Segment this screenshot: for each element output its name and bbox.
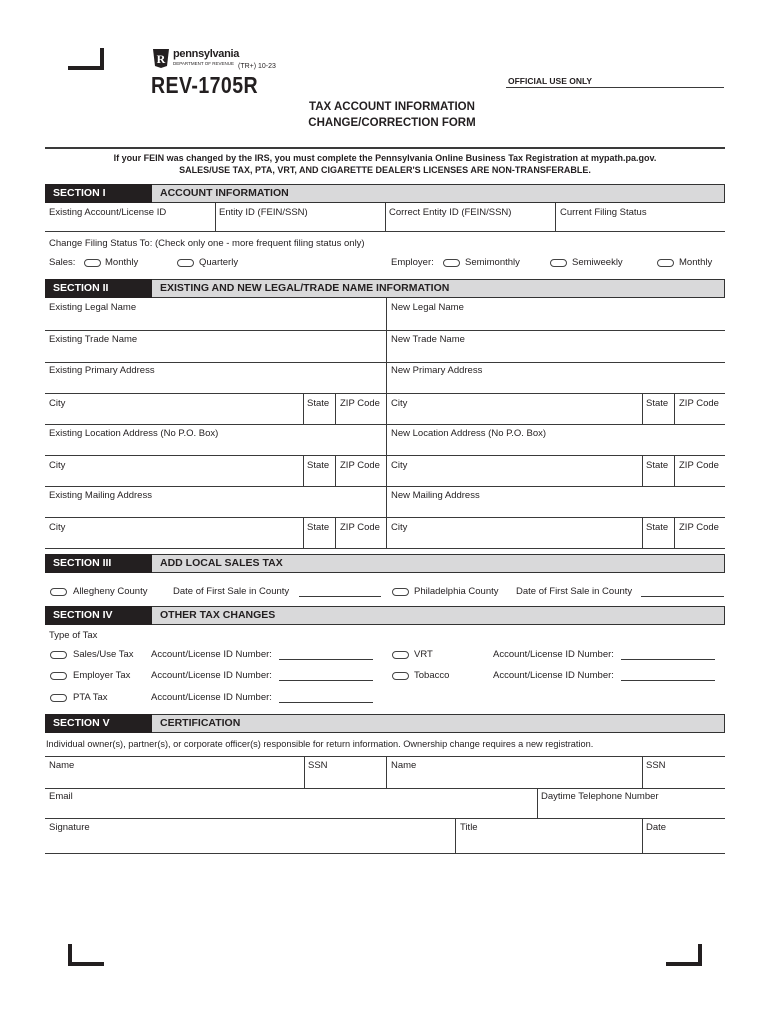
employer-tax-acct-label: Account/License ID Number: [151, 670, 272, 681]
s5-rule-2 [45, 788, 725, 789]
existing-primary-address-field[interactable]: Existing Primary Address [49, 365, 155, 376]
philadelphia-first-sale-input[interactable] [641, 596, 724, 597]
title-line-2: CHANGE/CORRECTION FORM [308, 117, 476, 129]
email-field[interactable]: Email [49, 791, 73, 802]
employer-tax-checkbox[interactable] [50, 672, 67, 680]
s2-rule-6 [45, 486, 725, 487]
title-field[interactable]: Title [460, 822, 478, 833]
s2-rule-8 [45, 548, 725, 549]
section-4-tag: SECTION IV [45, 606, 152, 625]
s2-r3-state-divider-r [642, 517, 643, 548]
official-use-label: OFFICIAL USE ONLY [508, 76, 593, 86]
correct-entity-id-field[interactable]: Correct Entity ID (FEIN/SSN) [389, 207, 512, 218]
s5-name-divider-r [386, 756, 387, 788]
employer-monthly-label: Monthly [679, 257, 713, 268]
s1-row-rule [45, 231, 725, 232]
sales-use-tax-label: Sales/Use Tax [73, 649, 134, 660]
sales-use-tax-checkbox[interactable] [50, 651, 67, 659]
sales-use-acct-label: Account/License ID Number: [151, 649, 272, 660]
existing-legal-name-field[interactable]: Existing Legal Name [49, 302, 137, 313]
employer-tax-label: Employer Tax [73, 670, 131, 681]
existing-primary-state-field[interactable]: State [307, 398, 330, 409]
s5-rule-bottom [45, 853, 725, 854]
allegheny-county-label: Allegheny County [73, 586, 148, 597]
crop-mark-top-right-icon [66, 46, 106, 72]
s5-rule-top [45, 756, 725, 757]
owner-name-field[interactable]: Name [49, 760, 75, 771]
sales-quarterly-label: Quarterly [199, 257, 239, 268]
s2-rule-4 [45, 424, 725, 425]
tobacco-acct-input[interactable] [621, 680, 715, 681]
pta-tax-acct-input[interactable] [279, 702, 373, 703]
section-5-title: CERTIFICATION [152, 714, 725, 733]
existing-mailing-zip-field[interactable]: ZIP Code [340, 522, 380, 533]
vrt-acct-label: Account/License ID Number: [493, 649, 614, 660]
certification-statement: Individual owner(s), partner(s), or corporate officer(s) responsible for return information. Ownership change requires a new registration. [46, 739, 594, 749]
s1-divider-2 [385, 203, 386, 231]
section-2-title: EXISTING AND NEW LEGAL/TRADE NAME INFORMATION [152, 279, 725, 298]
vrt-checkbox[interactable] [392, 651, 409, 659]
s2-r1-zip-divider-r [674, 393, 675, 424]
employer-semimonthly-label: Semimonthly [465, 257, 520, 268]
allegheny-first-sale-label: Date of First Sale in County [173, 586, 290, 597]
existing-trade-name-field[interactable]: Existing Trade Name [49, 334, 138, 345]
employer-tax-acct-input[interactable] [279, 680, 373, 681]
allegheny-county-checkbox[interactable] [50, 588, 67, 596]
title-line-1: TAX ACCOUNT INFORMATION [309, 101, 475, 113]
agency-subtitle: DEPARTMENT OF REVENUE [173, 61, 235, 66]
s2-r3-zip-divider-r [674, 517, 675, 548]
section-1-title: ACCOUNT INFORMATION [152, 184, 725, 203]
sales-monthly-label: Monthly [105, 257, 139, 268]
s1-divider-1 [215, 203, 216, 231]
vrt-label: VRT [414, 649, 433, 660]
type-of-tax-label: Type of Tax [49, 630, 98, 641]
vrt-acct-input[interactable] [621, 659, 715, 660]
existing-mailing-address-field[interactable]: Existing Mailing Address [49, 490, 152, 501]
s2-rule-1 [45, 330, 725, 331]
existing-location-address-field[interactable]: Existing Location Address (No P.O. Box) [49, 428, 219, 439]
keystone-logo-icon [151, 48, 171, 68]
date-field[interactable]: Date [646, 822, 667, 833]
second-name-field[interactable]: Name [391, 760, 417, 771]
agency-name: pennsylvania [173, 48, 240, 60]
crop-mark-bottom-right-icon [664, 942, 704, 968]
existing-account-id-field[interactable]: Existing Account/License ID [49, 207, 167, 218]
form-title [0, 99, 770, 131]
s1-divider-3 [555, 203, 556, 231]
sales-use-acct-input[interactable] [279, 659, 373, 660]
new-mailing-zip-field[interactable]: ZIP Code [679, 522, 719, 533]
new-location-city-field[interactable]: City [391, 460, 408, 471]
existing-mailing-state-field[interactable]: State [307, 522, 330, 533]
svg-text:R: R [156, 52, 166, 66]
tobacco-acct-label: Account/License ID Number: [493, 670, 614, 681]
tobacco-label: Tobacco [414, 670, 450, 681]
philadelphia-county-label: Philadelphia County [414, 586, 499, 597]
new-trade-name-field[interactable]: New Trade Name [391, 334, 465, 345]
entity-id-field[interactable]: Entity ID (FEIN/SSN) [219, 207, 308, 218]
allegheny-first-sale-input[interactable] [299, 596, 381, 597]
s5-date-divider [642, 818, 643, 853]
employer-semiweekly-checkbox[interactable] [550, 259, 567, 267]
existing-mailing-city-field[interactable]: City [49, 522, 66, 533]
sales-monthly-checkbox[interactable] [84, 259, 101, 267]
official-use-line [506, 87, 724, 88]
new-mailing-state-field[interactable]: State [646, 522, 669, 533]
new-location-address-field[interactable]: New Location Address (No P.O. Box) [391, 428, 547, 439]
form-code: (TR+) 10-23 [238, 63, 276, 70]
s2-r1-state-divider-r [642, 393, 643, 424]
notice-line-2: SALES/USE TAX, PTA, VRT, AND CIGARETTE DEALER'S LICENSES ARE NON-TRANSFERABLE. [179, 165, 591, 175]
new-location-zip-field[interactable]: ZIP Code [679, 460, 719, 471]
form-number: REV-1705R [151, 72, 259, 98]
s2-r2-zip-divider-r [674, 455, 675, 486]
s2-r1-state-divider-l [303, 393, 304, 424]
new-primary-zip-field[interactable]: ZIP Code [679, 398, 719, 409]
s2-rule-3 [45, 393, 725, 394]
signature-field[interactable]: Signature [49, 822, 90, 833]
owner-ssn-field[interactable]: SSN [308, 760, 328, 771]
existing-primary-city-field[interactable]: City [49, 398, 66, 409]
existing-location-state-field[interactable]: State [307, 460, 330, 471]
second-ssn-field[interactable]: SSN [646, 760, 666, 771]
tobacco-checkbox[interactable] [392, 672, 409, 680]
section-4-title: OTHER TAX CHANGES [152, 606, 725, 625]
notice-line-1: If your FEIN was changed by the IRS, you must complete the Pennsylvania Online Business Tax Registration at mypath.pa.gov. [113, 153, 657, 163]
philadelphia-county-checkbox[interactable] [392, 588, 409, 596]
sales-quarterly-checkbox[interactable] [177, 259, 194, 267]
s5-ssn-divider-l [304, 756, 305, 788]
daytime-phone-field[interactable]: Daytime Telephone Number [541, 791, 659, 802]
employer-semiweekly-label: Semiweekly [572, 257, 623, 268]
s2-rule-2 [45, 362, 725, 363]
section-5-tag: SECTION V [45, 714, 152, 733]
new-legal-name-field[interactable]: New Legal Name [391, 302, 464, 313]
current-filing-status-field[interactable]: Current Filing Status [560, 207, 647, 218]
s2-r3-state-divider-l [303, 517, 304, 548]
existing-location-city-field[interactable]: City [49, 460, 66, 471]
employer-label: Employer: [391, 257, 434, 268]
s2-center-divider [386, 298, 387, 548]
new-mailing-city-field[interactable]: City [391, 522, 408, 533]
crop-mark-bottom-left-icon [66, 942, 106, 968]
pta-tax-label: PTA Tax [73, 692, 108, 703]
section-2-tag: SECTION II [45, 279, 152, 298]
s2-r2-state-divider-l [303, 455, 304, 486]
s2-r2-state-divider-r [642, 455, 643, 486]
existing-primary-zip-field[interactable]: ZIP Code [340, 398, 380, 409]
s5-ssn-divider-r [642, 756, 643, 788]
section-3-title: ADD LOCAL SALES TAX [152, 554, 725, 573]
new-primary-state-field[interactable]: State [646, 398, 669, 409]
new-mailing-address-field[interactable]: New Mailing Address [391, 490, 480, 501]
s2-r3-zip-divider-l [335, 517, 336, 548]
new-location-state-field[interactable]: State [646, 460, 669, 471]
employer-semimonthly-checkbox[interactable] [443, 259, 460, 267]
new-primary-address-field[interactable]: New Primary Address [391, 365, 483, 376]
s2-r2-zip-divider-l [335, 455, 336, 486]
existing-location-zip-field[interactable]: ZIP Code [340, 460, 380, 471]
employer-monthly-checkbox[interactable] [657, 259, 674, 267]
s5-rule-3 [45, 818, 725, 819]
notice-top-rule [45, 147, 725, 149]
philadelphia-first-sale-label: Date of First Sale in County [516, 586, 633, 597]
s2-rule-5 [45, 455, 725, 456]
s2-rule-7 [45, 517, 725, 518]
sales-label: Sales: [49, 257, 76, 268]
s2-r1-zip-divider-l [335, 393, 336, 424]
section-3-tag: SECTION III [45, 554, 152, 573]
pta-tax-checkbox[interactable] [50, 694, 67, 702]
s5-email-divider [537, 788, 538, 818]
notice [45, 152, 725, 176]
change-filing-status-label: Change Filing Status To: (Check only one - more frequent filing status only) [49, 238, 365, 249]
new-primary-city-field[interactable]: City [391, 398, 408, 409]
pta-tax-acct-label: Account/License ID Number: [151, 692, 272, 703]
section-1-tag: SECTION I [45, 184, 152, 203]
s5-title-divider [455, 818, 456, 853]
